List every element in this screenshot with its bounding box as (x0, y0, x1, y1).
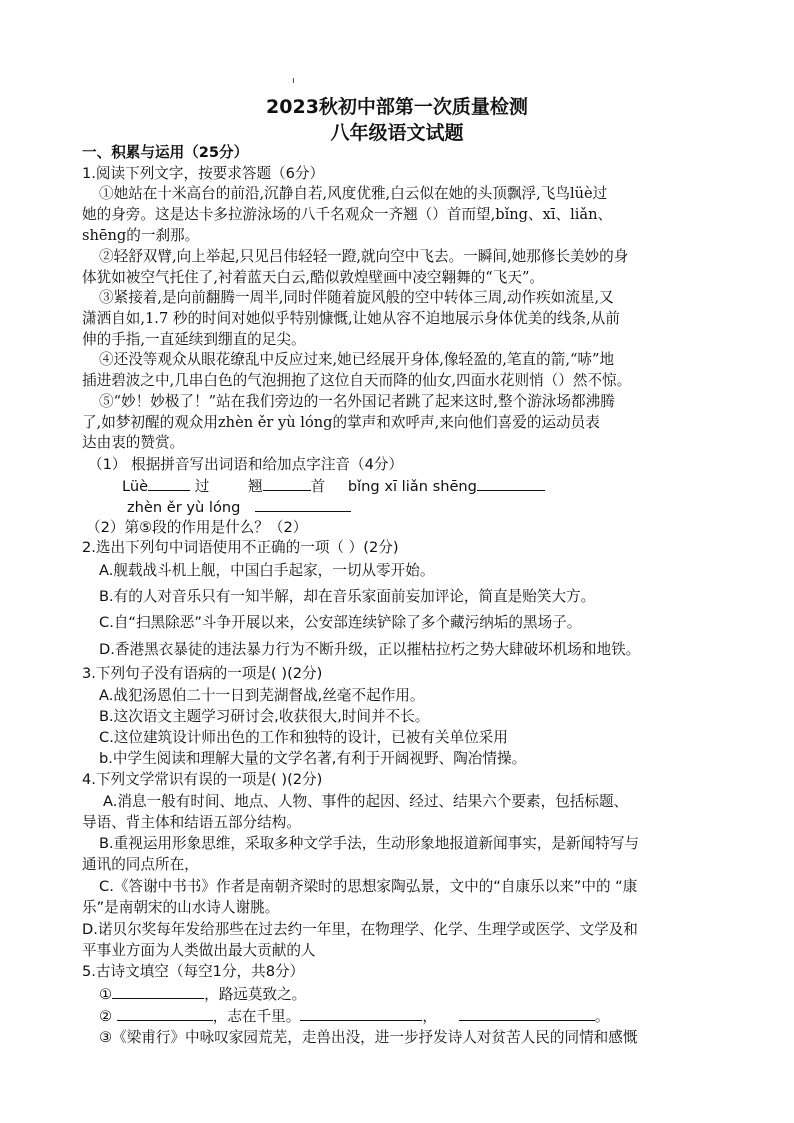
zhen-answer-blank[interactable] (255, 497, 351, 512)
q4-option-a-line2[interactable]: 导语、背主体和结语五部分结构。 (82, 814, 301, 831)
q5-item2-end: 。 (594, 1008, 610, 1025)
q2-stem: 2.选出下列句中词语使用不正确的一项（ ）(2分) (82, 539, 399, 556)
q5-item1-number: ① (99, 986, 113, 1003)
passage-p5-line1: ⑤“妙！妙极了！”站在我们旁边的一名外国记者跳了起来这时,整个游泳场都沸腾 (99, 393, 615, 410)
lue-pinyin-label: Lüè (122, 478, 149, 495)
q4-option-c-line1[interactable]: C.《答谢中书书》作者是南朝齐梁时的思想家陶弘景，文中的“自康乐以来”中的 “康 (99, 878, 638, 895)
exam-subtitle: 八年级语文试题 (330, 122, 464, 144)
q3-option-c[interactable]: C.这位建筑设计师出色的工作和独特的设计，已被有关单位采用 (99, 729, 508, 746)
q4-option-d-line1[interactable]: D.诺贝尔奖每年发给那些在过去约一年里，在物理学、化学、生理学或医学、文学及和 (82, 921, 638, 938)
passage-p3-line2: 潇洒自如,1.7 秒的时间对她似乎特别慷慨,让她从容不迫地展示身体优美的线条,从前 (82, 310, 620, 327)
q2-option-d[interactable]: D.香港黑衣暴徒的违法暴力行为不断升级，正以摧枯拉朽之势大肆破坏机场和地铁。 (99, 641, 641, 658)
q3-option-b[interactable]: B.这次语文主题学习研讨会,收获很大,时间并不长。 (99, 708, 430, 725)
q5-item3: ③《梁甫行》中咏叹家园荒芜，走兽出没，进一步抒发诗人对贫苦人民的同情和感慨 (99, 1029, 638, 1046)
bing-answer-blank[interactable] (477, 476, 545, 491)
qiao-suffix: 首 (310, 478, 326, 495)
q4-option-a-line1[interactable]: A.消息一般有时间、地点、人物、事件的起因、经过、结果六个要素，包括标题、 (103, 793, 629, 810)
q5-stem: 5.古诗文填空（每空1分，共8分） (82, 963, 305, 980)
q5-item2 (99, 1006, 610, 1027)
q5-item2-blank1[interactable] (117, 1006, 213, 1021)
lue-answer-blank[interactable] (148, 476, 190, 491)
q1-stem: 1.阅读下列文字，按要求答题（6分） (82, 165, 325, 182)
passage-p3-line3: 伸的手指,一直延续到绷直的足尖。 (82, 331, 306, 348)
passage-p2-line1: ②轻舒双臂,向上举起,只见吕伟轻轻一蹬,就向空中飞去。一瞬间,她那修长美妙的身 (99, 248, 629, 265)
q2-option-a[interactable]: A.舰载战斗机上舰，中国白手起家，一切从零开始。 (99, 562, 435, 579)
lue-word: 过 (194, 478, 210, 495)
q4-option-c-line2[interactable]: 乐”是南朝宋的山水诗人谢朓。 (82, 899, 280, 916)
scan-mark (293, 78, 294, 83)
q5-item1-text: ，路远莫致之。 (204, 986, 307, 1003)
q4-option-b-line2[interactable]: 通讯的同点所在， (82, 856, 199, 873)
q1-fill-row1 (122, 476, 545, 497)
passage-p3-line1: ③紧接着,是向前翻腾一周半,同时伴随着旋风般的空中转体三周,动作疾如流星,又 (99, 289, 614, 306)
section-heading: 一、积累与运用（25分） (82, 144, 249, 161)
q4-option-d-line2[interactable]: 平事业方面为人类做出最大贡献的人 (82, 942, 316, 959)
q1-sub1: （1） 根据拼音写出词语和给加点字注音（4分） (88, 456, 404, 473)
q3-option-a[interactable]: A.战犯汤恩伯二十一日到芜湖督战,丝毫不起作用。 (99, 687, 425, 704)
q2-option-c[interactable]: C.自“扫黑除恶”斗争开展以来，公安部连续铲除了多个藏污纳垢的黑场子。 (99, 614, 582, 631)
q5-item2-blank2[interactable] (300, 1006, 422, 1021)
q5-item1-blank[interactable] (112, 984, 204, 999)
q5-item2-separator: ， (422, 1008, 437, 1025)
passage-p2-line2: 体犹如被空气托住了,衬着蓝天白云,酷似敦煌壁画中凌空翱舞的“飞天”。 (82, 269, 545, 286)
q4-stem: 4.下列文学常识有误的一项是( )(2分) (82, 771, 323, 788)
qiao-answer-blank[interactable] (263, 476, 311, 491)
passage-p4-line2: 插进碧波之中,几串白色的气泡拥抱了这位自天而降的仙女,四面水花则悄（）然不惊。 (82, 372, 632, 389)
q3-option-d[interactable]: b.中学生阅读和理解大量的文学名著,有利于开阔视野、陶冶情操。 (99, 750, 527, 767)
q5-item2-blank3[interactable] (459, 1006, 595, 1021)
q5-item2-text: ，志在千里。 (212, 1008, 301, 1025)
passage-p1-line3: shēng的一刹那。 (82, 227, 200, 244)
q5-item1 (99, 984, 306, 1005)
q2-option-b[interactable]: B.有的人对音乐只有一知半解，却在音乐家面前妄加评论，简直是贻笑大方。 (99, 588, 596, 605)
q1-sub2: （2）第⑤段的作用是什么？（2） (86, 519, 308, 536)
qiao-word: 翘 (248, 478, 263, 495)
passage-p1-line1: ①她站在十米高台的前沿,沉静自若,风度优雅,白云似在她的头顶飘浮,飞鸟lüè过 (99, 185, 608, 202)
q4-option-b-line1[interactable]: B.重视运用形象思维，采取多种文学手法，生动形象地报道新闻事实，是新闻特写与 (99, 835, 640, 852)
zhen-pinyin-label: zhèn ěr yù lóng (127, 499, 241, 516)
bing-pinyin-label: bǐng xī liǎn shēng (347, 478, 477, 495)
q5-item2-number: ② (99, 1008, 113, 1025)
passage-p5-line3: 达由衷的赞赏。 (82, 434, 185, 451)
q3-stem: 3.下列句子没有语病的一项是( )(2分) (82, 665, 323, 682)
passage-p1-line2: 她的身旁。这是达卡多拉游泳场的八千名观众一齐翘（）首而望,bǐng、xī、liǎn、 (82, 206, 613, 223)
q1-fill-row2 (127, 497, 351, 518)
passage-p4-line1: ④还没等观众从眼花缭乱中反应过来,她已经展开身体,像轻盈的,笔直的箭,“哧”地 (99, 351, 615, 368)
passage-p5-line2: 了,如梦初醒的观众用zhèn ěr yù lóng的掌声和欢呼声,来向他们喜爱的运动员表 (82, 414, 600, 431)
exam-title: 2023秋初中部第一次质量检测 (266, 96, 528, 118)
